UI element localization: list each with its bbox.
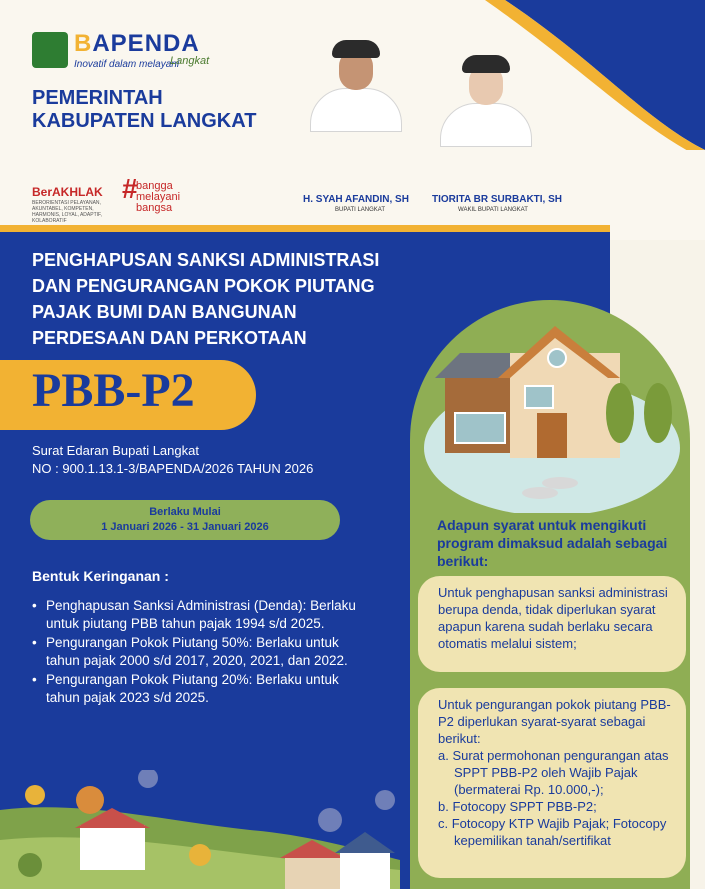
surat-nomor: NO : 900.1.13.1-3/BAPENDA/2026 TAHUN 2026 — [32, 461, 314, 476]
title-line-1: PENGHAPUSAN SANKSI ADMINISTRASI — [32, 250, 380, 270]
requirement-item: b. Fotocopy SPPT PBB-P2; — [438, 799, 597, 814]
requirement-item: c. Fotocopy KTP Wajib Pajak; Fotocopy kepemilikan tanah/sertifikat — [438, 816, 667, 848]
validity-label: Berlaku Mulai — [149, 506, 221, 518]
validity-badge — [30, 500, 340, 540]
government-line-2: KABUPATEN LANGKAT — [32, 110, 257, 132]
wakil-bupati-name: TIORITA BR SURBAKTI, SH — [432, 194, 562, 205]
wakil-bupati-role: WAKIL BUPATI LANGKAT — [458, 207, 528, 213]
requirement-item: a. Surat permohonan pengurangan atas SPPT PBB-P2 oleh Wajib Pajak (bermaterai Rp. 10.000,-); — [438, 748, 669, 797]
bangga-melayani-logo — [122, 173, 181, 214]
list-item: • Pengurangan Pokok Piutang 20%: Berlaku untuk tahun pajak 2023 s/d 2025. — [32, 671, 372, 708]
brand-rest: APENDA — [92, 30, 200, 57]
requirements-heading: Adapun syarat untuk mengikuti program dimaksud adalah sebagai berikut: — [437, 517, 668, 569]
village-illustration — [0, 770, 400, 889]
title-line-3: PAJAK BUMI DAN BANGUNAN — [32, 302, 297, 322]
validity-date: 1 Januari 2026 - 31 Januari 2026 — [101, 521, 269, 533]
brand-tagline: Inovatif dalam melayani — [74, 59, 180, 70]
program-code: PBB-P2 — [32, 364, 195, 417]
berakhlak-subtitle: BERORIENTASI PELAYANAN, AKUNTABEL, KOMPETEN, HARMONIS, LOYAL, ADAPTIF, KOLABORATIF — [32, 200, 102, 224]
bupati-name: H. SYAH AFANDIN, SH — [303, 194, 409, 205]
requirement-box-denda — [418, 576, 686, 672]
house-illustration — [420, 318, 685, 513]
bupati-role: BUPATI LANGKAT — [335, 207, 386, 213]
bupati-photo — [305, 40, 405, 130]
bentuk-heading: Bentuk Keringanan : — [32, 568, 169, 584]
bapenda-logo — [32, 32, 68, 68]
requirement-text: Untuk penghapusan sanksi administrasi berupa denda, tidak diperlukan syarat apapun karena sudah berlaku secara otomatis melalui sistem; — [438, 585, 668, 651]
hash-icon: # — [122, 173, 138, 204]
government-line-1: PEMERINTAH — [32, 87, 163, 109]
list-item: • Pengurangan Pokok Piutang 50%: Berlaku untuk tahun pajak 2000 s/d 2017, 2020, 2021, dan 2022. — [32, 634, 372, 671]
bangga-line: bangga — [136, 180, 173, 192]
requirement-box-pokok — [418, 688, 686, 878]
title-line-4: PERDESAAN DAN PERKOTAAN — [32, 328, 307, 348]
bentuk-list — [12, 597, 372, 708]
brand-langkat: Langkat — [170, 55, 210, 67]
list-item: • Penghapusan Sanksi Administrasi (Denda): Berlaku untuk piutang PBB tahun pajak 1994 s/d 2025. — [32, 597, 372, 634]
berakhlak-logo: BerAKHLAK — [32, 185, 103, 199]
brand-name — [74, 30, 200, 58]
surat-edaran: Surat Edaran Bupati Langkat — [32, 443, 199, 458]
wakil-bupati-photo — [435, 55, 535, 145]
title-line-2: DAN PENGURANGAN POKOK PIUTANG — [32, 276, 375, 296]
requirement-intro: Untuk pengurangan pokok piutang PBB-P2 diperlukan syarat-syarat sebagai berikut: — [438, 697, 671, 746]
bangga-line: bangsa — [136, 202, 173, 214]
brand-initial: B — [74, 30, 93, 57]
bangga-line: melayani — [136, 191, 181, 203]
